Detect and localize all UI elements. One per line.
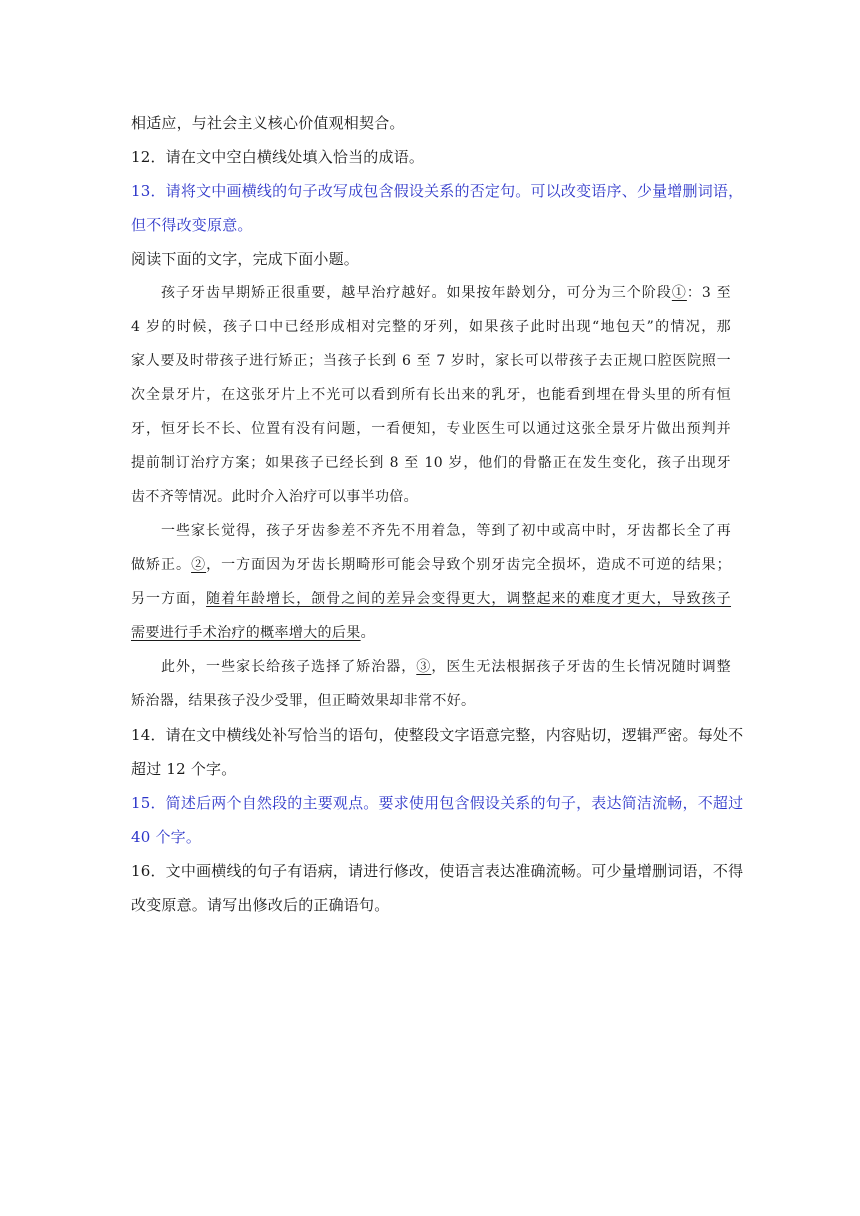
question-13-line-2: 但不得改变原意。	[131, 216, 253, 234]
passage-p1-line-3: 家人要及时带孩子进行矫正；当孩子长到 6 至 7 岁时，家长可以带孩子去正规口腔医院照一	[131, 353, 731, 369]
question-14-line-2: 超过 12 个字。	[131, 760, 237, 778]
passage-p1-line-6: 提前制订治疗方案；如果孩子已经长到 8 至 10 岁，他们的骨骼正在发生变化，孩子出现牙	[131, 455, 731, 471]
passage-p2-line-3: 另一方面，随着年龄增长，颌骨之间的差异会变得更大，调整起来的难度才更大，导致孩子	[131, 591, 732, 607]
question-13-line-1: 13．请将文中画横线的句子改写成包含假设关系的否定句。可以改变语序、少量增删词语，	[131, 182, 744, 200]
passage-p3-line-1: 此外，一些家长给孩子选择了矫治器，③，医生无法根据孩子牙齿的生长情况随时调整	[161, 659, 732, 675]
passage-p1-line-1: 孩子牙齿早期矫正很重要，越早治疗越好。如果按年龄划分，可分为三个阶段①：3 至	[161, 285, 731, 301]
underlined-sentence-part-1: 随着年龄增长，颌骨之间的差异会变得更大，调整起来的难度才更大，导致孩子	[206, 591, 732, 607]
question-16-line-1: 16．文中画横线的句子有语病，请进行修改，使语言表达准确流畅。可少量增删词语，不得	[131, 862, 744, 880]
reading-passage	[131, 276, 731, 718]
passage-p2-line-1: 一些家长觉得，孩子牙齿参差不齐先不用着急，等到了初中或高中时，牙齿都长全了再	[161, 523, 731, 539]
intro-tail-text: 相适应，与社会主义核心价值观相契合。	[131, 114, 405, 132]
blank-2: ②	[191, 557, 207, 573]
question-16-line-2: 改变原意。请写出修改后的正确语句。	[131, 896, 390, 914]
document-page	[131, 106, 744, 922]
passage-p1-line-2: 4 岁的时候，孩子口中已经形成相对完整的牙列，如果孩子此时出现“地包天”的情况，那	[131, 319, 731, 335]
blank-1: ①	[671, 285, 687, 301]
passage-p2-line-4: 需要进行手术治疗的概率增大的后果。	[131, 625, 375, 641]
passage-p1-line-5: 牙，恒牙长不长、位置有没有问题，一看便知，专业医生可以通过这张全景牙片做出预判并	[131, 421, 731, 437]
passage-p2-line-2: 做矫正。②，一方面因为牙齿长期畸形可能会导致个别牙齿完全损坏，造成不可逆的结果；	[131, 557, 732, 573]
question-14-line-1: 14．请在文中横线处补写恰当的语句，使整段文字语意完整，内容贴切，逻辑严密。每处不	[131, 726, 744, 744]
passage-p1-line-4: 次全景牙片，在这张牙片上不光可以看到所有长出来的乳牙，也能看到埋在骨头里的所有恒	[131, 387, 731, 403]
question-15-line-1: 15．简述后两个自然段的主要观点。要求使用包含假设关系的句子，表达简洁流畅，不超过	[131, 794, 744, 812]
blank-3: ③	[416, 659, 432, 675]
reading-prompt: 阅读下面的文字，完成下面小题。	[131, 250, 360, 268]
passage-p1-line-7: 齿不齐等情况。此时介入治疗可以事半功倍。	[131, 489, 418, 505]
passage-p3-line-2: 矫治器，结果孩子没少受罪，但正畸效果却非常不好。	[131, 693, 476, 709]
question-12: 12．请在文中空白横线处填入恰当的成语。	[131, 148, 425, 166]
underlined-sentence-part-2: 需要进行手术治疗的概率增大的后果	[131, 625, 361, 641]
question-15-line-2: 40 个字。	[131, 828, 202, 846]
